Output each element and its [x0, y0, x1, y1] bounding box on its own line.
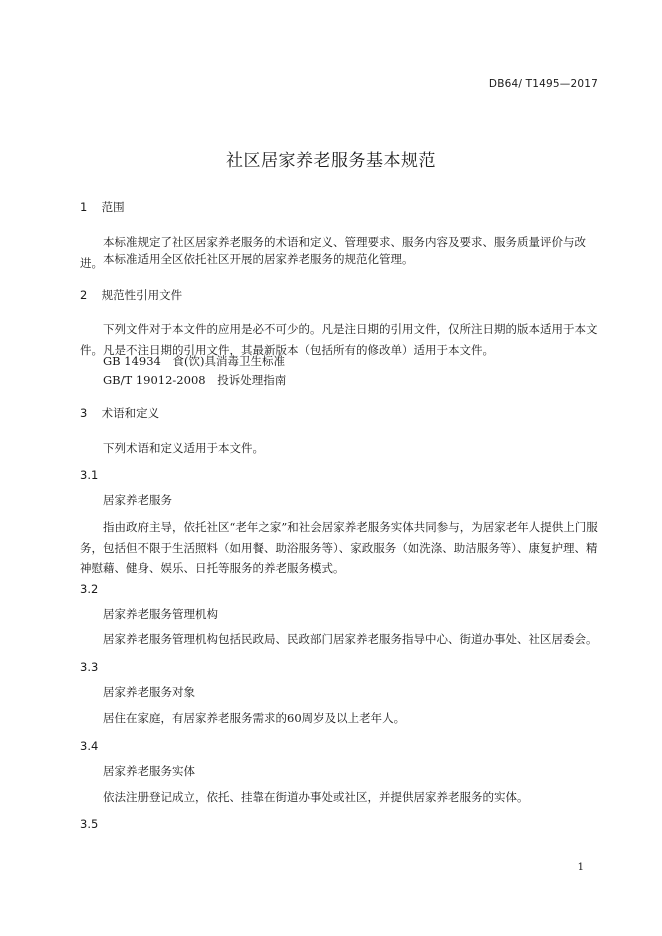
term-definition: 居家养老服务管理机构包括民政局、民政部门居家养老服务指导中心、街道办事处、社区居委会。: [103, 632, 598, 646]
section-3-heading: [80, 405, 159, 421]
term-title: 居家养老服务管理机构: [103, 607, 218, 621]
term-number: 3.5: [80, 817, 99, 831]
reference-code: GB/T 19012-2008: [103, 373, 206, 387]
section-title: 术语和定义: [101, 406, 160, 420]
term-definition: 依法注册登记成立，依托、挂靠在街道办事处或社区，并提供居家养老服务的实体。: [103, 790, 529, 804]
term-number: 3.1: [80, 468, 99, 482]
reference-title: 食(饮)具消毒卫生标准: [172, 354, 286, 368]
reference-item: [103, 351, 285, 371]
section-number: 3: [80, 406, 88, 420]
term-definition: 居住在家庭，有居家养老服务需求的60周岁及以上老年人。: [103, 711, 406, 725]
standard-code: DB64/ T1495—2017: [488, 78, 598, 90]
term-number: 3.3: [80, 660, 99, 674]
reference-item: [103, 370, 286, 390]
paragraph: 下列文件对于本文件的应用是必不可少的。凡是注日期的引用文件，仅所注日期的版本适用于本文件。凡是不注日期的引用文件，其最新版本（包括所有的修改单）适用于本文件。: [80, 322, 598, 357]
paragraph: 本标准适用全区依托社区开展的居家养老服务的规范化管理。: [103, 252, 414, 266]
reference-title: 投诉处理指南: [217, 373, 287, 387]
term-number: 3.2: [80, 582, 99, 596]
term-title: 居家养老服务实体: [103, 764, 195, 778]
section-title: 规范性引用文件: [101, 288, 183, 302]
reference-code: GB 14934: [103, 354, 161, 368]
section-1-heading: [80, 199, 125, 215]
term-title: 居家养老服务: [103, 493, 172, 507]
section-number: 1: [80, 200, 88, 214]
section-2-heading: [80, 287, 182, 303]
term-number: 3.4: [80, 739, 99, 753]
page-number: 1: [577, 862, 584, 873]
document-title: 社区居家养老服务基本规范: [226, 151, 436, 171]
paragraph: 本标准规定了社区居家养老服务的术语和定义、管理要求、服务内容及要求、服务质量评价与改进。: [80, 235, 586, 270]
term-definition: 指由政府主导，依托社区“老年之家”和社会居家养老服务实体共同参与，为居家老年人提供上门服务，包括但不限于生活照料（如用餐、助浴服务等）、家政服务（如洗涤、助洁服务等）、康复护理、精神慰藉、健身、娱乐、日托等服务的养老服务模式。: [80, 520, 598, 575]
paragraph: 下列术语和定义适用于本文件。: [103, 441, 264, 455]
section-number: 2: [80, 288, 88, 302]
term-title: 居家养老服务对象: [103, 685, 195, 699]
section-title: 范围: [101, 200, 125, 214]
